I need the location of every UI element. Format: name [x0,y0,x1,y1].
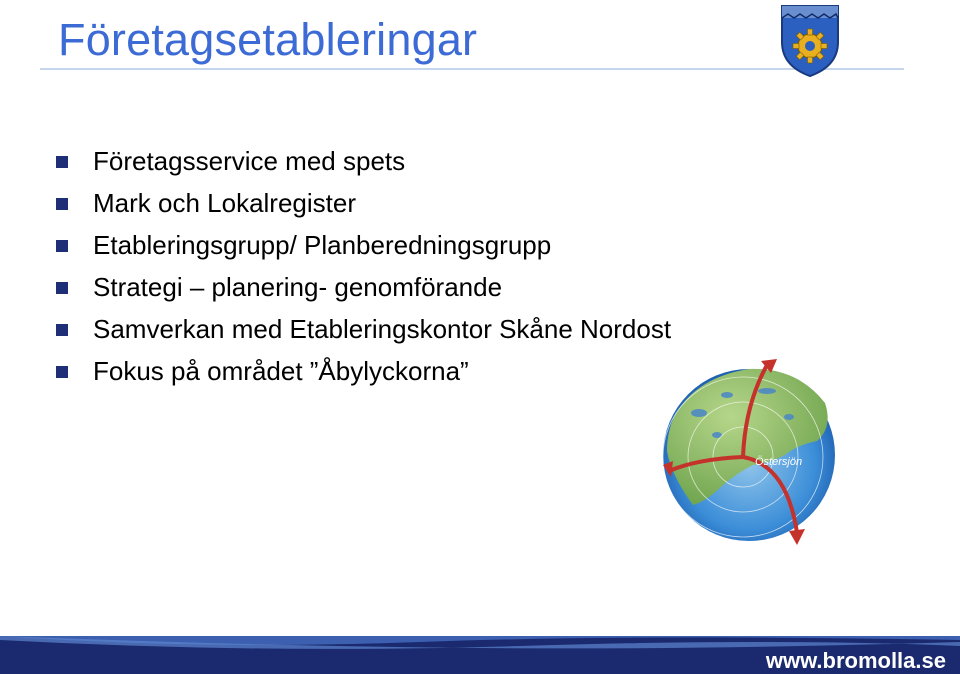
bullet-list [56,140,671,392]
map-sea-label: Östersjön [755,456,803,468]
list-item [56,350,671,392]
bullet-square-icon [56,198,68,210]
footer-url[interactable]: www.bromolla.se [765,648,946,673]
list-item [56,140,671,182]
bullet-text: Mark och Lokalregister [93,188,356,218]
list-item [56,308,671,350]
slide-title: Företagsetableringar [58,14,478,65]
bullet-text: Samverkan med Etableringskontor Skåne Nordost [93,314,672,344]
bullet-square-icon [56,282,68,294]
region-globe-map [657,355,843,547]
list-item [56,266,671,308]
bullet-square-icon [56,366,68,378]
bullet-square-icon [56,240,68,252]
bullet-text: Företagsservice med spets [93,146,406,176]
bullet-square-icon [56,324,68,336]
bullet-text: Fokus på området ”Åbylyckorna” [93,356,469,386]
list-item [56,182,671,224]
bullet-square-icon [56,156,68,168]
list-item [56,224,671,266]
title-divider [40,68,904,70]
coat-of-arms-icon [778,4,842,78]
bullet-text: Strategi – planering- genomförande [93,272,503,302]
bullet-text: Etableringsgrupp/ Planberedningsgrupp [93,230,552,260]
